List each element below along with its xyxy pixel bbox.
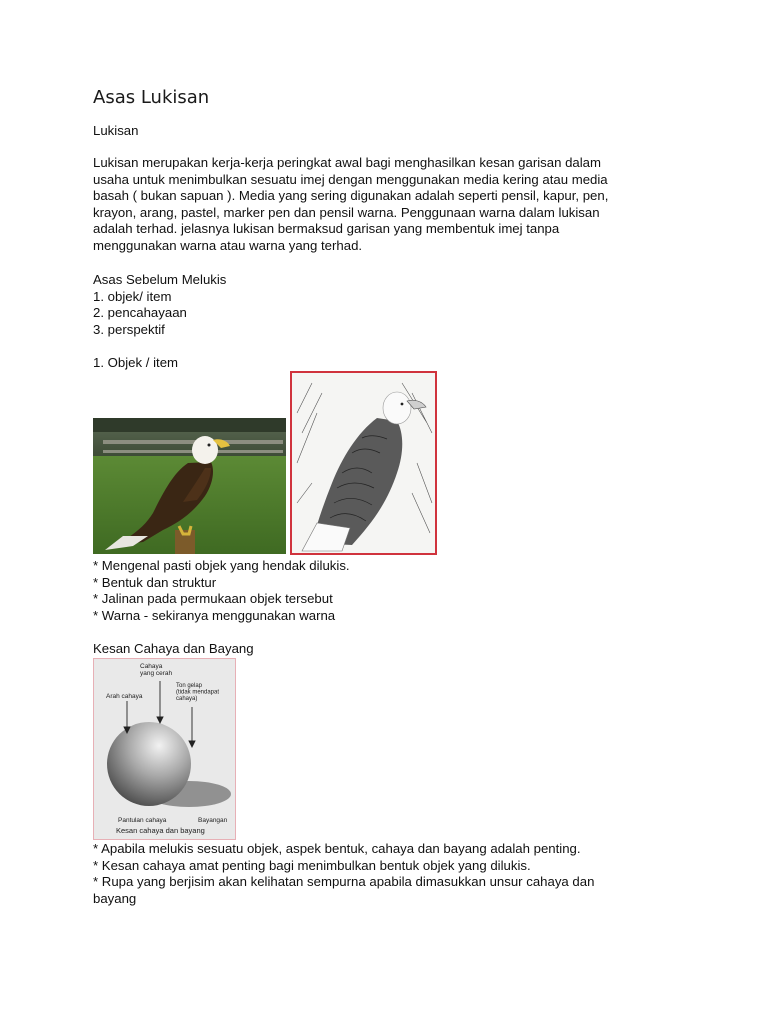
diagram-label-bright (140, 663, 173, 677)
diagram-label-dark-2: (tidak mendapat (176, 689, 220, 696)
light-shadow-diagram (93, 658, 236, 840)
intro-line: adalah terhad. jelasnya lukisan bermaksud garisan yang membentuk imej tanpa (93, 221, 560, 237)
list-item: 2. pencahayaan (93, 305, 187, 321)
list-item: * Mengenal pasti objek yang hendak dilukis. (93, 558, 350, 573)
object-heading: 1. Objek / item (93, 355, 179, 370)
diagram-label-reflect: Pantulan cahaya (118, 817, 167, 824)
diagram-label-bright-2: yang cerah (140, 670, 173, 677)
light-bullets (93, 841, 594, 907)
object-bullets (93, 558, 350, 624)
list-item: * Kesan cahaya amat penting bagi menimbulkan bentuk objek yang dilukis. (93, 857, 531, 873)
intro-paragraph (93, 155, 673, 255)
list-item: * Jalinan pada permukaan objek tersebut (93, 591, 333, 607)
light-heading: Kesan Cahaya dan Bayang (93, 641, 254, 656)
list-item: * Bentuk dan struktur (93, 574, 217, 590)
intro-line: menggunakan warna atau warna yang terhad. (93, 237, 363, 253)
subtitle: Lukisan (93, 123, 139, 138)
before-drawing-list (93, 272, 226, 338)
list-item: bayang (93, 890, 137, 906)
diagram-label-bright-1: Cahaya (140, 663, 163, 670)
intro-line: krayon, arang, pastel, marker pen dan pensil warna. Penggunaan warna dalam lukisan (93, 204, 600, 220)
intro-line: usaha untuk menimbulkan sesuatu imej dengan menggunakan media kering atau media (93, 171, 608, 187)
eagle-photo (93, 418, 286, 554)
intro-line: Lukisan merupakan kerja-kerja peringkat awal bagi menghasilkan kesan garisan dalam (93, 155, 602, 170)
diagram-label-dark (176, 683, 221, 702)
intro-line: basah ( bukan sapuan ). Media yang sering digunakan adalah seperti pensil, kapur, pen, (93, 188, 609, 204)
eagle-drawing (290, 371, 437, 555)
diagram-label-dark-1: Ton gelap (176, 683, 203, 689)
list-item: 3. perspektif (93, 321, 165, 337)
list-item: 1. objek/ item (93, 288, 172, 304)
diagram-label-direction: Arah cahaya (106, 693, 143, 700)
list-item: * Warna - sekiranya menggunakan warna (93, 607, 336, 623)
before-drawing-heading: Asas Sebelum Melukis (93, 272, 227, 287)
diagram-label-shadow: Bayangan (198, 817, 228, 824)
page-title: Asas Lukisan (93, 87, 210, 108)
list-item: * Rupa yang berjisim akan kelihatan sempurna apabila dimasukkan unsur cahaya dan (93, 874, 595, 890)
diagram-caption: Kesan cahaya dan bayang (116, 826, 205, 835)
list-item: * Apabila melukis sesuatu objek, aspek bentuk, cahaya dan bayang adalah penting. (93, 841, 581, 856)
diagram-label-dark-3: cahaya) (176, 696, 198, 702)
